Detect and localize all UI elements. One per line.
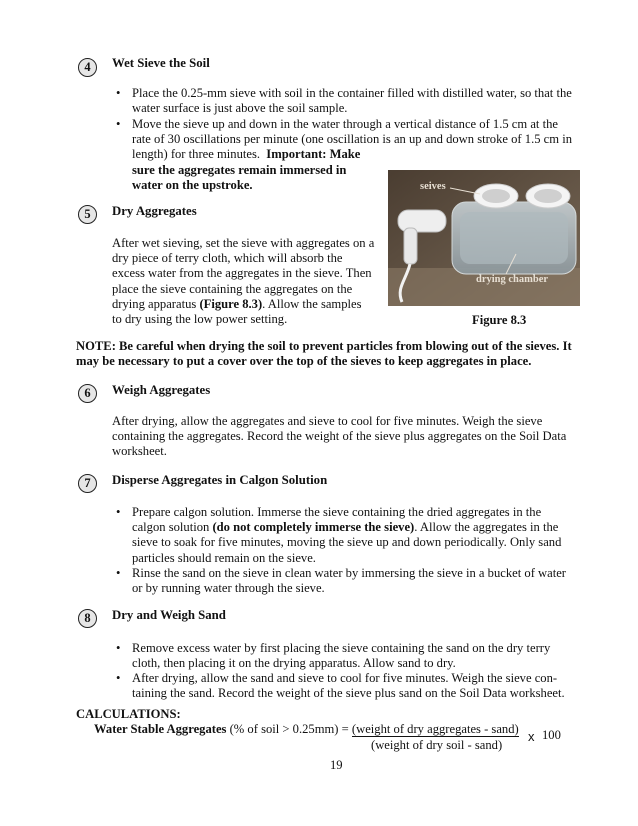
bold-line: sure the aggregates remain immersed in: [132, 162, 347, 177]
formula-line: [94, 722, 519, 737]
text-line: Prepare calgon solution. Immerse the sieve containing the dried aggregates in the: [132, 505, 542, 519]
formula-label: Water Stable Aggregates: [94, 722, 227, 736]
text-line: After drying, allow the sand and sieve to cool for five minutes. Weigh the sieve con-: [132, 671, 558, 685]
bullet: •: [116, 505, 121, 519]
step-title: Disperse Aggregates in Calgon Solution: [112, 473, 328, 487]
text-line: or by running water through the sieve.: [132, 581, 325, 596]
bullet: •: [116, 86, 121, 100]
paragraph: [112, 414, 582, 460]
bullet-text: [132, 641, 584, 671]
formula-paren: (% of soil > 0.25mm) =: [226, 722, 352, 736]
bullet: •: [116, 566, 121, 580]
paragraph: [112, 236, 384, 327]
bullet: •: [116, 641, 121, 655]
text-line: taining the sand. Record the weight of the sieve plus sand on the Soil Data worksheet.: [132, 686, 565, 701]
text-line: to dry using the low power setting.: [112, 312, 288, 327]
page-number: 19: [330, 758, 343, 772]
text-line: After drying, allow the aggregates and sieve to cool for five minutes. Weigh the sieve: [112, 414, 543, 428]
drying-apparatus-photo: [388, 170, 580, 306]
text-line: Place the 0.25-mm sieve with soil in the container filled with distilled water, so that the: [132, 86, 572, 100]
text-line: water surface is just above the soil sample.: [132, 101, 348, 116]
text-line: [112, 297, 384, 312]
step-number-badge: 4: [78, 58, 97, 77]
bullet-text: [132, 505, 584, 566]
bold-text: (do not completely immerse the sieve): [212, 520, 415, 535]
bold-text: Important: Make: [266, 147, 361, 162]
text-line: dry piece of terry cloth, which will absorb the: [112, 251, 343, 266]
figure-reference: (Figure 8.3): [199, 296, 263, 311]
label-drying-chamber: drying chamber: [476, 274, 549, 285]
step-title: Wet Sieve the Soil: [112, 56, 210, 70]
step-title: Weigh Aggregates: [112, 383, 211, 397]
text-line: place the sieve containing the aggregates on the: [112, 281, 353, 296]
text-line: containing the aggregates. Record the weight of the sieve plus aggregates on the Soil Data: [112, 429, 567, 444]
calculations-heading: CALCULATIONS:: [76, 707, 181, 721]
text-line: particles should remain on the sieve.: [132, 550, 316, 565]
bullet-text: [132, 671, 584, 701]
text-span: length) for three minutes.: [132, 147, 260, 162]
text-line: NOTE: Be careful when drying the soil to prevent particles from blowing out of the sieves. It: [76, 339, 572, 353]
multiply-sign: x: [528, 729, 535, 744]
multiplier-value: 100: [542, 728, 561, 742]
text-line: excess water from the aggregates in the sieve. Then: [112, 266, 372, 281]
text-line: After wet sieving, set the sieve with aggregates on a: [112, 236, 375, 250]
step-number-badge: 8: [78, 609, 97, 628]
text-line: [132, 520, 584, 535]
formula-numerator: (weight of dry aggregates - sand): [351, 722, 519, 736]
bullet-text: [132, 566, 584, 596]
formula-denominator: (weight of dry soil - sand): [371, 738, 503, 752]
text-line: may be necessary to put a cover over the top of the sieves to keep aggregates in place.: [76, 354, 532, 369]
bullet-text: [132, 86, 584, 116]
text-line: Remove excess water by first placing the sieve containing the sand on the dry terry: [132, 641, 551, 655]
text-span: drying apparatus: [112, 296, 200, 311]
text-line: Move the sieve up and down in the water through a vertical distance of 1.5 cm at the: [132, 117, 558, 131]
text-span: . Allow the samples: [262, 296, 362, 311]
step-number-badge: 6: [78, 384, 97, 403]
text-line: [132, 147, 584, 162]
text-span: calgon solution: [132, 520, 213, 535]
bullet: •: [116, 117, 121, 131]
bullet: •: [116, 671, 121, 685]
text-line: cloth, then placing it on the drying apparatus. Allow sand to dry.: [132, 656, 456, 671]
figure-caption: Figure 8.3: [472, 313, 527, 327]
text-line: sieve to soak for five minutes, moving the sieve up and down periodically. Only sand: [132, 535, 562, 550]
step-number-badge: 5: [78, 205, 97, 224]
step-title: Dry Aggregates: [112, 204, 197, 218]
bold-line: water on the upstroke.: [132, 177, 253, 192]
text-span: . Allow the aggregates in the: [414, 520, 559, 535]
text-line: Rinse the sand on the sieve in clean water by immersing the sieve in a bucket of water: [132, 566, 566, 580]
note-block: [76, 339, 586, 369]
step-title: Dry and Weigh Sand: [112, 608, 226, 622]
text-line: worksheet.: [112, 444, 167, 459]
step-number-badge: 7: [78, 474, 97, 493]
label-sieves: seives: [420, 181, 446, 192]
text-line: rate of 30 oscillations per minute (one oscillation is an up and down stroke of 1.5 cm in: [132, 132, 572, 147]
